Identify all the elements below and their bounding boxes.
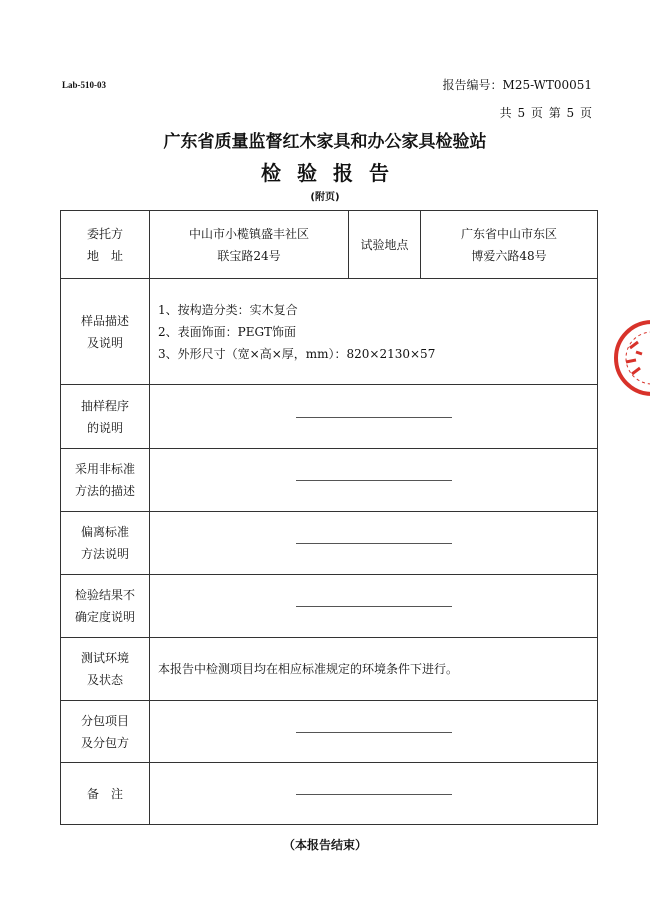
empty-dash [296, 606, 452, 607]
client-address-label: 委托方 地 址 [61, 211, 150, 279]
table-row-sample [61, 279, 598, 385]
uncertainty-label: 检验结果不 确定度说明 [61, 575, 150, 638]
subcontract-label: 分包项目 及分包方 [61, 701, 150, 763]
remarks-label: 备 注 [61, 763, 150, 825]
table-row-environment [61, 638, 598, 701]
nonstandard-label: 采用非标准 方法的描述 [61, 449, 150, 512]
subcontract-value [150, 701, 598, 763]
remarks-value [150, 763, 598, 825]
report-title: 检验报告 [261, 161, 405, 185]
table-row-sampling [61, 385, 598, 449]
empty-dash [296, 417, 452, 418]
environment-value: 本报告中检测项目均在相应标准规定的环境条件下进行。 [150, 638, 598, 701]
page-info: 共 5 页 第 5 页 [499, 106, 592, 120]
table-row-deviation [61, 512, 598, 575]
table-row-uncertainty [61, 575, 598, 638]
end-note: （本报告结束） [282, 838, 367, 852]
table-row-remarks [61, 763, 598, 825]
empty-dash [296, 543, 452, 544]
test-location-value: 广东省中山市东区 博爱六路48号 [421, 211, 598, 279]
appendix-label: (附页) [310, 192, 340, 203]
table-row-nonstandard [61, 449, 598, 512]
deviation-value [150, 512, 598, 575]
report-number: 报告编号：M25-WT00051 [442, 78, 592, 92]
report-table [60, 210, 598, 825]
nonstandard-value [150, 449, 598, 512]
red-seal-stamp [612, 318, 650, 398]
empty-dash [296, 732, 452, 733]
test-location-label: 试验地点 [349, 211, 421, 279]
table-row-subcontract [61, 701, 598, 763]
sampling-value [150, 385, 598, 449]
sampling-label: 抽样程序 的说明 [61, 385, 150, 449]
sample-description: 1、按构造分类：实木复合 2、表面饰面：PEGT饰面 3、外形尺寸（宽×高×厚，mm）：820×2130×57 [150, 279, 598, 385]
empty-dash [296, 794, 452, 795]
deviation-label: 偏离标准 方法说明 [61, 512, 150, 575]
client-address-value: 中山市小榄镇盛丰社区 联宝路24号 [150, 211, 349, 279]
sample-label: 样品描述 及说明 [61, 279, 150, 385]
station-title: 广东省质量监督红木家具和办公家具检验站 [163, 132, 487, 152]
empty-dash [296, 480, 452, 481]
uncertainty-value [150, 575, 598, 638]
form-code: Lab-510-03 [62, 80, 107, 90]
environment-label: 测试环境 及状态 [61, 638, 150, 701]
table-row-client [61, 211, 598, 279]
